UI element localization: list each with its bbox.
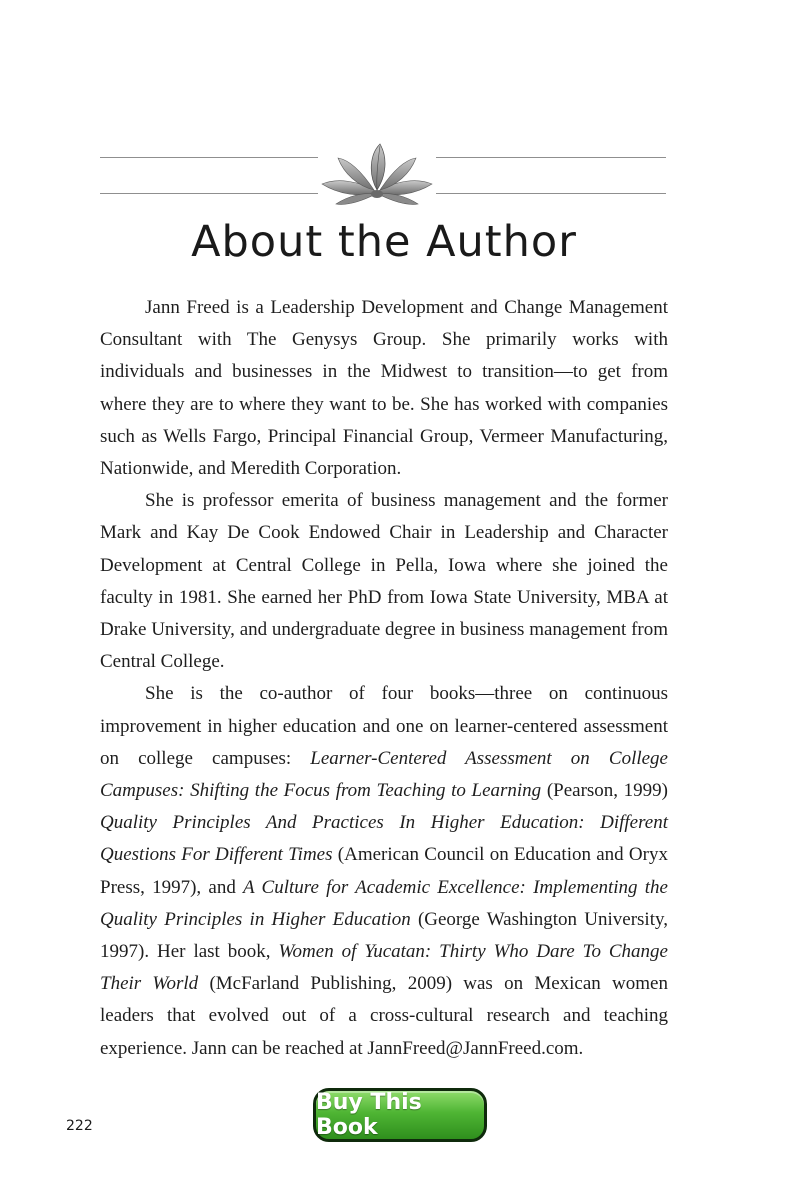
text-run: She is the co-author of four books—three on continuous improvement in higher education and one on learner-centered assessment on college campuses: (100, 683, 668, 769)
text-run: Jann Freed is a Leadership Development and Change Management Consultant with The Genysys Group. She primarily works with individuals and businesses in the Midwest to transition—to get from where they are to where they want to be. She has worked with companies such as Wells Fargo, Principal Financial Group, Vermeer Manufacturing, Nationwide, and Meredith Corporation. (100, 297, 668, 480)
divider-line (436, 193, 666, 194)
bio-paragraph (100, 678, 668, 1064)
divider-line (100, 157, 318, 158)
sage-leaf-icon (318, 140, 436, 210)
text-run: (McFarland Publishing, 2009) was on Mexican women leaders that evolved out of a cross-cultural research and teaching experience. Jann can be reached at JannFreed@JannFreed.com. (100, 973, 668, 1059)
divider-line (436, 157, 666, 158)
book-title: Quality Principles And Practices In Higher Education: Different Questions For Different Times (100, 812, 668, 866)
text-run: (Pearson, 1999) (541, 780, 668, 802)
bio-paragraph (100, 292, 668, 485)
author-bio (100, 292, 668, 1065)
page-title: About the Author (191, 217, 577, 267)
book-title: Learner-Centered Assessment on College Campuses: Shifting the Focus from Teaching to Learning (100, 747, 668, 802)
page-number: 222 (66, 1118, 93, 1134)
text-run: She is professor emerita of business management and the former Mark and Kay De Cook Endowed Chair in Leadership and Character Development at Central College in Pella, Iowa where she joined the faculty in 1981. She earned her PhD from Iowa State University, MBA at Drake University, and undergraduate degree in business management from Central College. (100, 490, 668, 673)
text-run: (George Washington University, 1997). Her last book, (100, 908, 668, 963)
divider-line (100, 193, 318, 194)
book-title: A Culture for Academic Excellence: Implementing the Quality Principles in Higher Education (100, 876, 668, 930)
buy-this-book-button[interactable]: Buy This Book (313, 1088, 487, 1142)
text-run: (American Council on Education and Oryx Press, 1997), and (100, 844, 668, 898)
bio-paragraph (100, 485, 668, 678)
book-title: Women of Yucatan: Thirty Who Dare To Change Their World (100, 941, 668, 995)
header-ornament (0, 0, 800, 215)
